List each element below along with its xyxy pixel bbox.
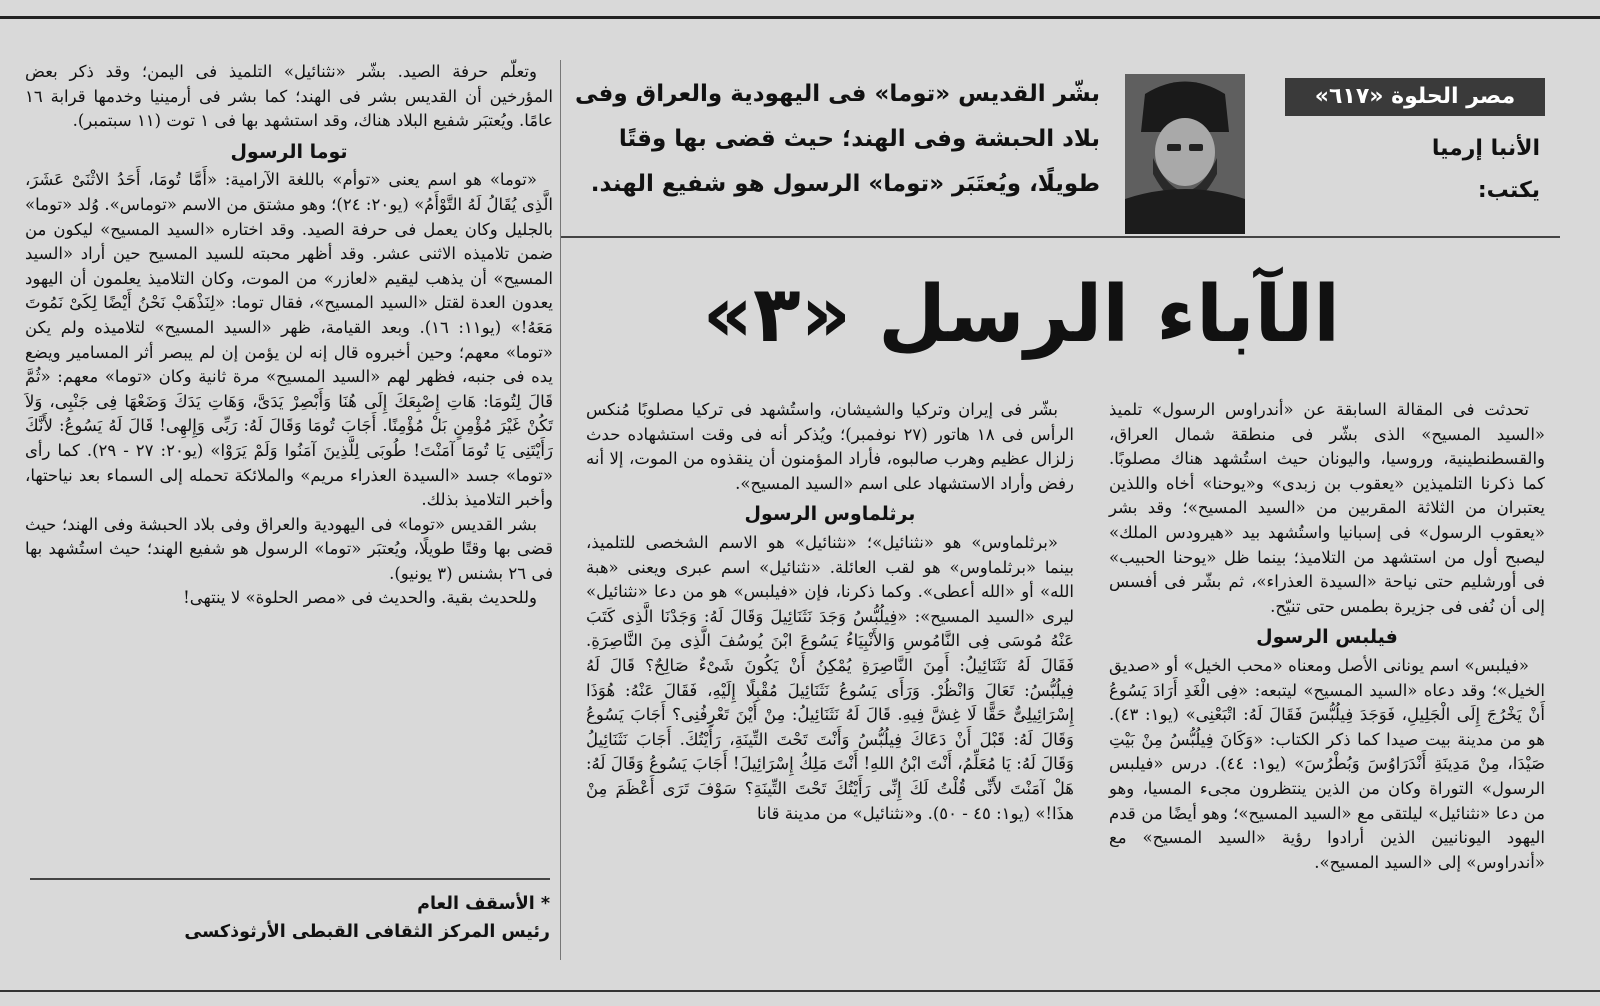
article-column-1 bbox=[1109, 398, 1545, 875]
intro-deck: بشّر القديس «توما» فى اليهودية والعراق وفى بلاد الحبشة وفى الهند؛ حيث قضى بها وقتًا طويلًا، ويُعتَبَر «توما» الرسول هو شفيع الهند. bbox=[575, 81, 1100, 197]
subheading-thomas: توما الرسول bbox=[230, 140, 348, 163]
paragraph: «توما» هو اسم يعنى «توأم» باللغة الآرامية: «أَمَّا تُومَا، أَحَدُ الاثْنَىْ عَشَرَ، الَّذِى يُقَالُ لَهُ التَّوْأَمُ» (يو٢٠: ٢٤)؛ وهو مشتق من الاسم «توماس». وُلد «توما» بالجليل وكان يعمل فى حرفة الصيد. وقد اختاره «السيد المسيح» ليكون من ضمن تلاميذه الاثنى عشر. وقد أظهر محبته للسيد المسيح حين أراد «السيد المسيح» أن يذهب ليقيم «لعازر» من الموت، وكان التلاميذ يعلمون أن اليهود يعدون العدة لقتل «السيد المسيح»، فقال توما: «لِنَذْهَبْ نَحْنُ أَيْضًا لِكَىْ نَمُوتَ مَعَهُ!» (يو١١: ١٦). وبعد القيامة، ظهر «السيد المسيح» لتلاميذه ولم يكن «توما» معهم؛ وحين أخبروه قال إنه لن يؤمن إن لم يبصر أثر المسامير ويضع يده فى جنبه، فظهر لهم «السيد المسيح» مرة ثانية وكان «توما» معهم: «ثُمَّ قَالَ لِتُومَا: هَاتِ إِصْبِعَكَ إِلَى هُنَا وَأَبْصِرْ يَدَىَّ، وَهَاتِ يَدَكَ وَضَعْهَا فِى جَنْبِى، وَلاَ تَكُنْ غَيْرَ مُؤْمِنٍ بَلْ مُؤْمِنًا. أَجَابَ تُومَا وَقَالَ لَهُ: رَبِّى وَإِلهِى! قَالَ لَهُ يَسُوعُ: لأَنَّكَ رَأَيْتَنِى يَا تُومَا آمَنْتَ! طُوبَى لِلَّذِينَ آمَنُوا وَلَمْ يَرَوْا» (يو٢٠: ٢٧ - ٢٩). كما رأى «توما» جسد «السيدة العذراء مريم» والملائكة تحمله إلى السماء بعد نياحتها، وأخبر التلاميذ بذلك. bbox=[25, 170, 554, 510]
writes-label: يكتب: bbox=[1477, 178, 1540, 203]
paragraph: «فيلبس» اسم يونانى الأصل ومعناه «محب الخيل» أو «صديق الخيل»؛ وقد دعاه «السيد المسيح» ليتبعه: «فِى الْغَدِ أَرَادَ يَسُوعُ أَنْ يَخْرُجَ إِلَى الْجَلِيلِ، فَوَجَدَ فِيلُبُّسَ فَقَالَ لَهُ: اتْبَعْنِى» (يو١: ٤٣). هو من مدينة بيت صيدا كما ذكر الكتاب: «وَكَانَ فِيلُبُّسُ مِنْ بَيْتِ صَيْدَا، مِنْ مَدِينَةِ أَنْدَرَاوُسَ وَبُطْرُسَ» (يو١: ٤٤). درس «فيلبس الرسول» التوراة وكان من الذين ينتظرون مجىء المسيا، وهو من دعا «نثنائيل» ليلتقى مع «السيد المسيح»؛ وهو أيضًا من قدم اليهود اليونانيين الذين أرادوا رؤية «السيد المسيح» مع «أندراوس» إلى «السيد المسيح». bbox=[1109, 655, 1545, 872]
article-column-2 bbox=[586, 398, 1074, 826]
headline: الآباء الرسل «٣» bbox=[702, 270, 1340, 360]
subheading-philip: فيلبس الرسول bbox=[1256, 626, 1398, 649]
top-rule bbox=[0, 16, 1600, 19]
column-tag: مصر الحلوة «٦١٧» bbox=[1285, 78, 1545, 116]
paragraph: وتعلّم حرفة الصيد. بشّر «نثنائيل» التلميذ فى اليمن؛ وقد ذكر بعض المؤرخين أن القديس بشر فى الهند؛ كما بشر فى أرمينيا وخدمها قرابة ١٦ عامًا. ويُعتبَر شفيع البلاد هناك، وقد استشهد بها فى ١ توت (١١ سبتمبر). bbox=[25, 62, 553, 131]
byline bbox=[1300, 128, 1540, 212]
paragraph: بشّر فى إيران وتركيا والشيشان، واستُشهد فى تركيا مصلوبًا مُنكس الرأس فى ١٨ هاتور (٢٧ نوفمبر)؛ ويُذكر أنه فى وقت استشهاده حدث زلزال عظيم وهرب صالبوه، فأراد المؤمنون أن ينقذوه من الموت، إلا أنه رفض وأراد الاستشهاد على اسم «السيد المسيح». bbox=[586, 400, 1074, 493]
subheading-bartholomew: برثلماوس الرسول bbox=[744, 503, 916, 526]
author-name: الأنبا إرميا bbox=[1431, 136, 1540, 161]
article-column-3 bbox=[25, 60, 553, 611]
author-photo bbox=[1125, 74, 1245, 234]
bottom-rule bbox=[0, 990, 1600, 992]
column-divider bbox=[560, 60, 561, 960]
paragraph: تحدثت فى المقالة السابقة عن «أندراوس الرسول» تلميذ «السيد المسيح» الذى بشّر فى منطقة شمال العراق، والقسطنطينية، وروسيا، واليونان حيث استُشهد هناك مصلوبًا. كما ذكرنا التلميذين «يعقوب بن زبدى» و«يوحنا» أخاه واللذين يعتبران من الثلاثة المقربين من «السيد المسيح»؛ وقد بشر «يعقوب الرسول» فى إسبانيا واستُشهد بيد «هيرودس الملك» ليصبح أول من استشهد من التلاميذ؛ بينما ظل «يوحنا الحبيب» فى أورشليم حتى نياحة «السيدة العذراء»، ثم بشّر فى أفسس إلى أن نُفى فى جزيرة بطمس حتى تنيّح. bbox=[1109, 400, 1545, 616]
signature-affiliation: رئيس المركز الثقافى القبطى الأرثوذكسى bbox=[184, 922, 550, 942]
masthead-bleed bbox=[40, 0, 540, 16]
signature-title: * الأسقف العام bbox=[417, 894, 550, 914]
paragraph: «برثلماوس» هو «نثنائيل»؛ «نثنائيل» هو الاسم الشخصى للتلميذ، بينما «برثلماوس» هو لقب العائلة. «نثنائيل» اسم عبرى ويعنى «هبة الله» أو «الله أعطى». وكما ذكرنا، فإن «فيلبس» هو من دعا «نثنائيل» ليرى «السيد المسيح»: «فِيلُبُّسُ وَجَدَ نَثَنَائِيلَ وَقَالَ لَهُ: وَجَدْنَا الَّذِى كَتَبَ عَنْهُ مُوسَى فِى النَّامُوسِ وَالأَنْبِيَاءُ يَسُوعَ ابْنَ يُوسُفَ الَّذِى مِنَ النَّاصِرَةِ. فَقَالَ لَهُ نَثَنَائِيلُ: أَمِنَ النَّاصِرَةِ يُمْكِنُ أَنْ يَكُونَ شَىْءٌ صَالِحٌ؟ قَالَ لَهُ فِيلُبُّسُ: تَعَالَ وَانْظُرْ. وَرَأَى يَسُوعُ نَثَنَائِيلَ مُقْبِلًا إِلَيْهِ، فَقَالَ عَنْهُ: هُوَذَا إِسْرَائِيلِىٌّ حَقًّا لَا غِشَّ فِيهِ. قَالَ لَهُ نَثَنَائِيلُ: مِنْ أَيْنَ تَعْرِفُنِى؟ أَجَابَ يَسُوعُ وَقَالَ لَهُ: قَبْلَ أَنْ دَعَاكَ فِيلُبُّسُ وَأَنْتَ تَحْتَ التِّينَةِ، رَأَيْتُكَ. أَجَابَ نَثَنَائِيلُ وَقَالَ لَهُ: يَا مُعَلِّمُ، أَنْتَ ابْنُ اللهِ! أَنْتَ مَلِكُ إِسْرَائِيلَ! أَجَابَ يَسُوعُ وَقَالَ لَهُ: هَلْ آمَنْتَ لأَنِّى قُلْتُ لَكَ إِنِّى رَأَيْتُكَ تَحْتَ التِّينَةِ؟ سَوْفَ تَرَى أَعْظَمَ مِنْ هذَا!» (يو١: ٤٥ - ٥٠). و«نثنائيل» من مدينة قانا bbox=[586, 532, 1074, 823]
paragraph: بشر القديس «توما» فى اليهودية والعراق وفى بلاد الحبشة وفى الهند؛ حيث قضى بها وقتًا طويلًا، ويُعتبَر «توما» الرسول هو شفيع الهند؛ حيث استُشهد بها فى ٢٦ بشنس (٣ يونيو). bbox=[25, 514, 553, 583]
author-signature bbox=[30, 890, 550, 946]
intro-rule bbox=[560, 236, 1560, 238]
signature-rule bbox=[30, 878, 550, 880]
closing-line: وللحديث بقية. والحديث فى «مصر الحلوة» لا ينتهى! bbox=[183, 588, 537, 608]
